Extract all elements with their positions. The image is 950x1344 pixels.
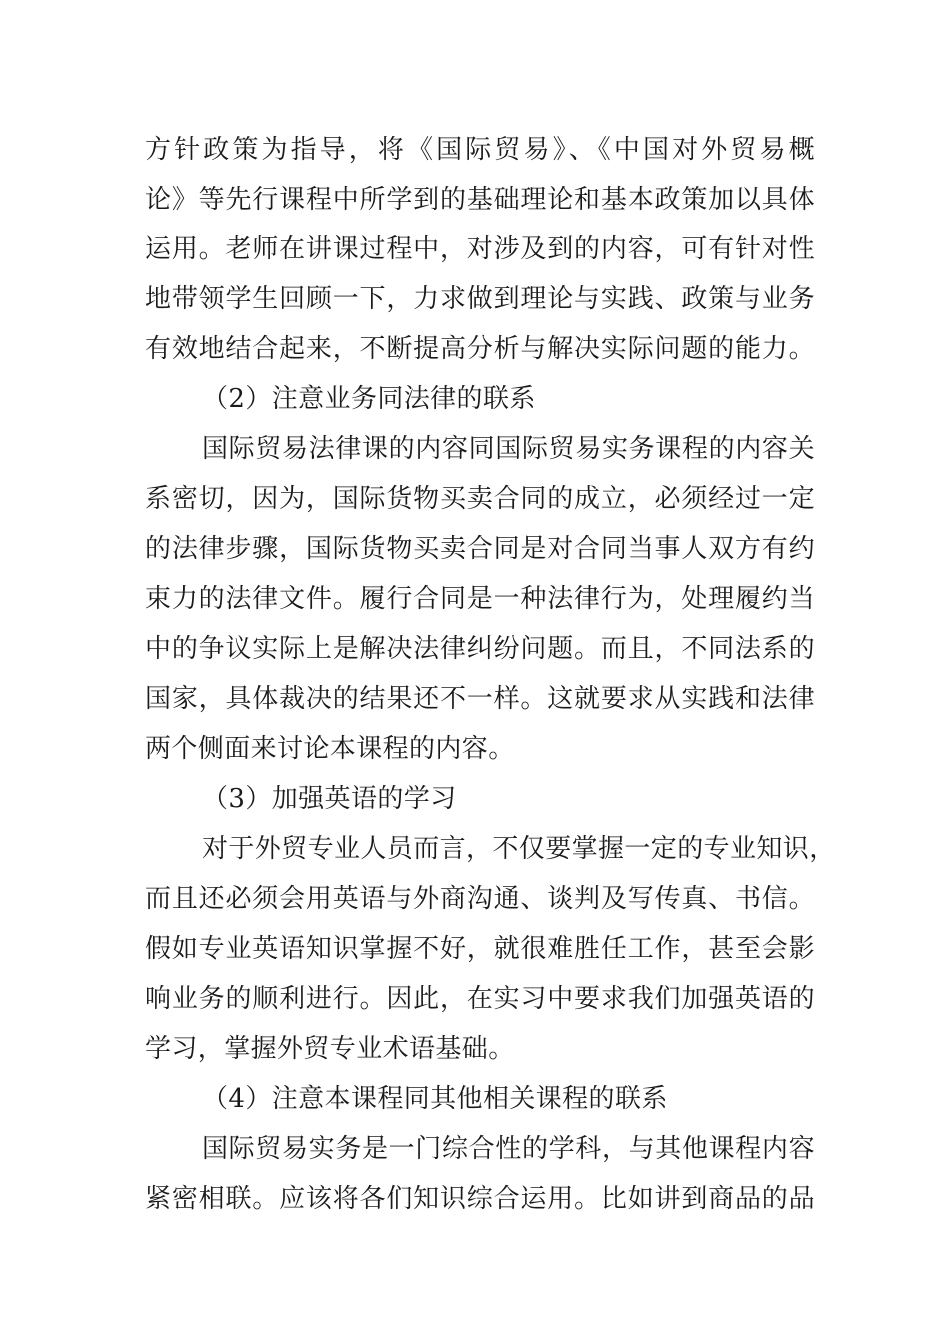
text-line: 中的争议实际上是解决法律纠纷问题。而且，不同法系的 bbox=[145, 634, 815, 664]
text-line: 运用。老师在讲课过程中，对涉及到的内容，可有针对性 bbox=[145, 234, 815, 264]
text-line: 方针政策为指导，将《国际贸易》、《中国对外贸易概 bbox=[145, 135, 815, 165]
text-line: 束力的法律文件。履行合同是一种法律行为，处理履约当 bbox=[145, 584, 815, 614]
text-line: 地带领学生回顾一下，力求做到理论与实践、政策与业务 bbox=[145, 284, 815, 314]
text-line: 紧密相联。应该将各们知识综合运用。比如讲到商品的品 bbox=[145, 1184, 815, 1214]
text-line: 学习，掌握外贸专业术语基础。 bbox=[145, 1034, 515, 1064]
text-line: 系密切，因为，国际货物买卖合同的成立，必须经过一定 bbox=[145, 484, 815, 514]
text-line: 论》等先行课程中所学到的基础理论和基本政策加以具体 bbox=[145, 185, 815, 215]
text-line: 响业务的顺利进行。因此，在实习中要求我们加强英语的 bbox=[145, 984, 815, 1014]
paragraph-first-line: 国际贸易实务是一门综合性的学科，与其他课程内容 bbox=[202, 1134, 815, 1164]
text-line: 两个侧面来讨论本课程的内容。 bbox=[145, 734, 515, 764]
section-heading: （4）注意本课程同其他相关课程的联系 bbox=[202, 1084, 668, 1114]
text-line: 假如专业英语知识掌握不好，就很难胜任工作，甚至会影 bbox=[145, 934, 815, 964]
paragraph-first-line: 对于外贸专业人员而言，不仅要掌握一定的专业知识， bbox=[202, 834, 836, 864]
paragraph-first-line: 国际贸易法律课的内容同国际贸易实务课程的内容关 bbox=[202, 434, 815, 464]
text-line: 有效地结合起来，不断提高分析与解决实际问题的能力。 bbox=[145, 334, 815, 364]
section-heading: （3）加强英语的学习 bbox=[202, 784, 457, 814]
text-line: 的法律步骤，国际货物买卖合同是对合同当事人双方有约 bbox=[145, 534, 815, 564]
section-heading: （2）注意业务同法律的联系 bbox=[202, 384, 536, 414]
text-line: 而且还必须会用英语与外商沟通、谈判及写传真、书信。 bbox=[145, 884, 815, 914]
text-line: 国家，具体裁决的结果还不一样。这就要求从实践和法律 bbox=[145, 684, 815, 714]
